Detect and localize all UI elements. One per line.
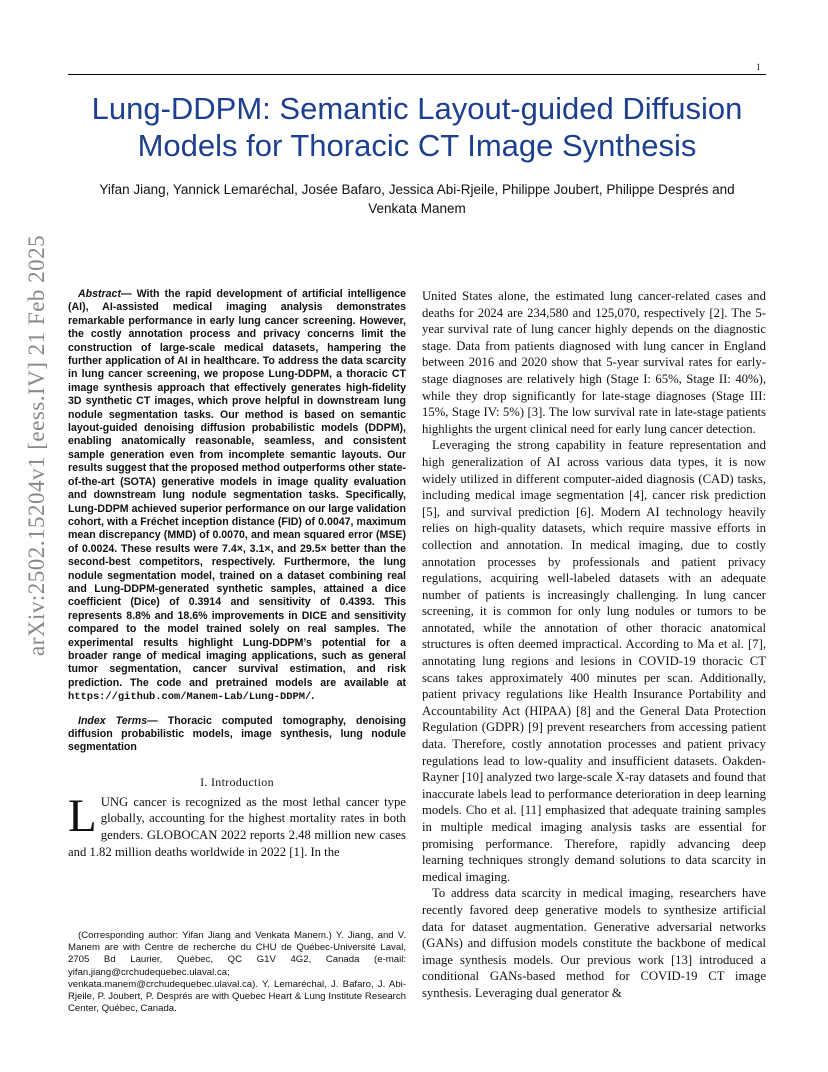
section-heading-introduction: I. Introduction [200, 774, 274, 789]
intro-paragraph [68, 789, 406, 860]
intro-text: UNG cancer is recognized as the most lethal cancer type globally, accounting for the highest mortality rates in both genders. GLOBOCAN 2022 reports 2.48 million new cases and 1.82 million deaths worldwide in 2022 [1]. In the [68, 794, 406, 859]
body-paragraph: Leveraging the strong capability in feature representation and high generalization of AI across various data types, it is now widely utilized in different computer-aided diagnosis (CAD) tasks, including medical image segmentation [4], cancer risk prediction [5], and survival prediction [6]. Modern AI technology heavily relies on high-quality datasets, which require massive efforts in collection and annotation. In medical imaging, due to costly annotation processes by professionals and patient privacy regulations, acquiring well-labeled datasets with an adequate number of patients is increasingly challenging. In lung cancer screening, it is common for only lung nodules or tumors to be annotated, while the annotation of other thoracic anatomical structures is often deemed impractical. According to Ma et al. [7], annotating lung regions and lesions in COVID-19 thoracic CT scans takes approximately 400 minutes per scan. Additionally, patient privacy regulations like Health Insurance Portability and Accountability Act (HIPAA) [8] and the General Data Protection Regulation (GDPR) [9] prevent researchers from accessing patient data. Therefore, costly annotation processes and patient privacy regulations lead to low-quality and insufficient datasets. Oakden-Rayner [10] analyzed two large-scale X-ray datasets and found that inaccurate labels lead to performance deterioration in deep learning models. Cho et al. [11] emphasized that adequate training samples in multiple medical imaging analysis tasks are essential for promising performance. Therefore, rapidly advancing deep learning techniques strongly demand solutions to data scarcity in medical imaging. [422, 438, 766, 884]
authors-line-2: Venkata Manem [368, 201, 466, 216]
body-paragraph: To address data scarcity in medical imaging, researchers have recently favored deep generative models to synthesize artificial data for dataset augmentation. Generative adversarial networks (GANs) and diffusion models constitute the backbone of medical image synthesis models. Our previous work [13] introduced a conditional GANs-based method for COVID-19 CT image synthesis. Leveraging dual generator & [422, 886, 766, 1000]
drop-cap: L [68, 789, 97, 842]
title-line-2: Models for Thoracic CT Image Synthesis [137, 128, 697, 163]
paper-title [68, 90, 766, 164]
header-rule [68, 74, 766, 75]
author-list [68, 180, 766, 218]
right-column [422, 288, 766, 1002]
left-column [68, 288, 406, 860]
index-terms-text: — Thoracic computed tomography, denoising diffusion probabilistic models, image synthesis, lung nodule segmentation [68, 714, 406, 754]
title-line-1: Lung-DDPM: Semantic Layout-guided Diffusion [91, 91, 743, 126]
authors-line-1: Yifan Jiang, Yannick Lemaréchal, Josée Bafaro, Jessica Abi-Rjeile, Philippe Joubert, Philippe Després and [99, 182, 735, 197]
abstract-end: . [311, 690, 315, 703]
abstract [68, 288, 406, 705]
page-number: 1 [756, 62, 761, 72]
footnote: (Corresponding author: Yifan Jiang and Venkata Manem.) Y. Jiang, and V. Manem are with Centre de recherche du CHU de Québec-Université Laval, 2705 Bd Laurier, Québec, QC G1V 4G2, Canada (e-mail: yifan.jiang@crchudequebec.ulaval.ca; venkata.manem@crchudequebec.ulaval.ca). Y. Lemaréchal, J. Bafaro, J. Abi-Rjeile, P. Joubert, P. Després are with Quebec Heart & Lung Institute Research Center, Québec, Canada. [68, 930, 406, 1015]
code-url-link[interactable]: https://github.com/Manem-Lab/Lung-DDPM/ [68, 691, 312, 704]
arxiv-identifier: arXiv:2502.15204v1 [eess.IV] 21 Feb 2025 [24, 234, 49, 656]
index-terms-lead: Index Terms [78, 714, 148, 727]
abstract-text: — With the rapid development of artificial intelligence (AI), AI-assisted medical imaging analysis demonstrates remarkable performance in early lung cancer screening. However, the costly annotation process and privacy concerns limit the construction of large-scale medical datasets, hampering the further application of AI in healthcare. To address the data scarcity in lung cancer screening, we propose Lung-DDPM, a thoracic CT image synthesis approach that effectively generates high-fidelity 3D synthetic CT images, which prove helpful in downstream lung nodule segmentation tasks. Our method is based on semantic layout-guided denoising diffusion probabilistic models (DDPM), enabling anatomically reasonable, seamless, and consistent sample generation even from incomplete semantic layouts. Our results suggest that the proposed method outperforms other state-of-the-art (SOTA) generative models in image quality evaluation and downstream lung nodule segmentation tasks. Specifically, Lung-DDPM achieved superior performance on our large validation cohort, with a Fréchet inception distance (FID) of 0.0047, maximum mean discrepancy (MMD) of 0.0070, and mean squared error (MSE) of 0.0024. These results were 7.4×, 3.1×, and 29.5× better than the second-best competitors, respectively. Furthermore, the lung nodule segmentation model, trained on a dataset combining real and Lung-DDPM-generated synthetic samples, attained a dice coefficient (Dice) of 0.3914 and sensitivity of 0.4393. This represents 8.8% and 18.6% improvements in DICE and sensitivity compared to the model trained solely on real samples. The experimental results highlight Lung-DDPM’s potential for a broader range of medical imaging applications, such as general tumor segmentation, cancer survival estimation, and risk prediction. The code and pretrained models are available at [68, 288, 406, 689]
abstract-lead: Abstract [78, 288, 121, 300]
index-terms [68, 715, 406, 755]
body-paragraph: United States alone, the estimated lung cancer-related cases and deaths for 2024 are 234,580 and 125,070, respectively [2]. The 5-year survival rate of lung cancer highly depends on the diagnostic stage. Data from patients diagnosed with lung cancer in England between 2016 and 2020 show that 5-year survival rates for early-stage diagnoses are relatively high (Stage I: 65%, Stage II: 40%), while they drop significantly for late-stage diagnoses (Stage III: 15%, Stage IV: 5%) [3]. The low survival rate in late-stage patients highlights the urgent clinical need for early lung cancer detection. [422, 289, 766, 436]
